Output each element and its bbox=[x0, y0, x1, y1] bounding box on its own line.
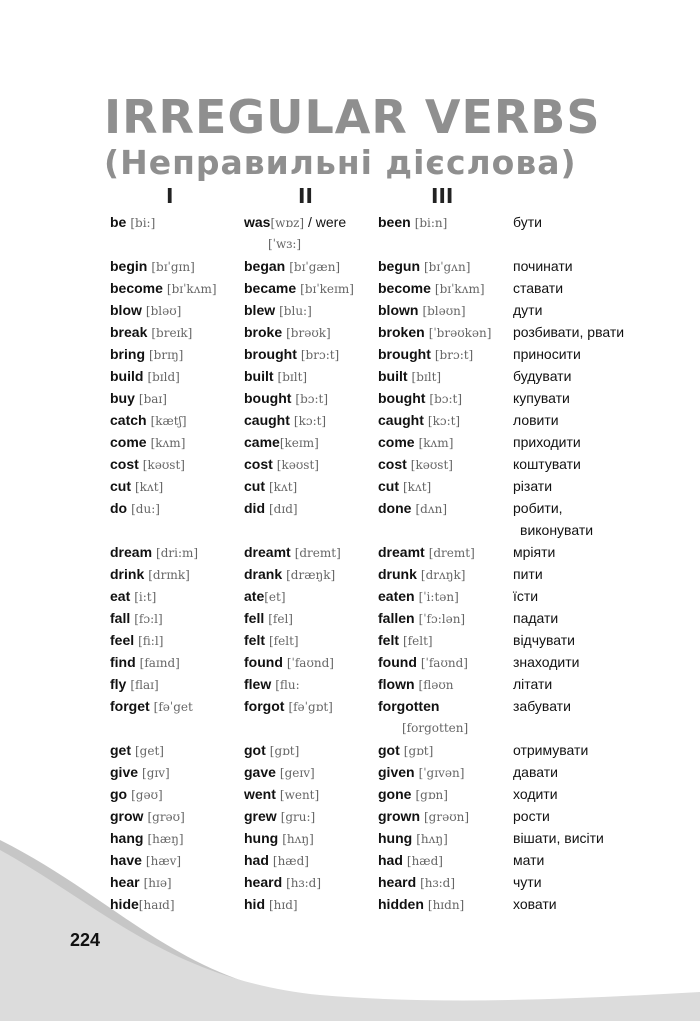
verb-infinitive: fly bbox=[110, 676, 127, 692]
transcription: [flaɪ] bbox=[130, 678, 159, 692]
verb-past-simple: broke bbox=[244, 324, 283, 340]
transcription: [bɔ:t] bbox=[295, 392, 329, 406]
translation: чути bbox=[513, 874, 542, 890]
translation: літати bbox=[513, 676, 553, 692]
verb-past-simple: cost bbox=[244, 456, 273, 472]
transcription: [bɪˈgɪn] bbox=[151, 260, 195, 274]
table-row-continuation bbox=[110, 717, 670, 739]
verb-infinitive: begin bbox=[110, 258, 148, 274]
verb-past-participle: bought bbox=[378, 390, 426, 406]
verb-past-simple: had bbox=[244, 852, 269, 868]
verb-past-participle: caught bbox=[378, 412, 424, 428]
verb-past-participle: got bbox=[378, 742, 400, 758]
past-participle-cell bbox=[378, 211, 447, 234]
table-row-continuation bbox=[110, 519, 670, 541]
transcription: [dræŋk] bbox=[286, 568, 336, 582]
verb-past-participle: felt bbox=[378, 632, 399, 648]
table-row bbox=[110, 365, 670, 387]
translation: мріяти bbox=[513, 544, 556, 560]
transcription: [dremt] bbox=[294, 546, 341, 560]
translation: пити bbox=[513, 566, 543, 582]
transcription: [ˈi:tən] bbox=[418, 590, 459, 604]
transcription: [felt] bbox=[403, 634, 433, 648]
verb-past-simple: flew bbox=[244, 676, 272, 692]
transcription: [breɪk] bbox=[151, 326, 193, 340]
verb-infinitive: feel bbox=[110, 632, 135, 648]
translation: робити, bbox=[513, 500, 563, 516]
translation: падати bbox=[513, 610, 559, 626]
translation: рости bbox=[513, 808, 550, 824]
table-row bbox=[110, 629, 670, 651]
transcription: [fəˈgɒt] bbox=[288, 700, 333, 714]
transcription: [gru:] bbox=[280, 810, 316, 824]
table-row bbox=[110, 673, 670, 695]
translation: приносити bbox=[513, 346, 581, 362]
table-row bbox=[110, 387, 670, 409]
translation: забувати bbox=[513, 698, 571, 714]
column-header-2: II bbox=[298, 184, 313, 208]
translation: розбивати, рвати bbox=[513, 324, 625, 340]
verb-past-simple: hid bbox=[244, 896, 265, 912]
verb-past-simple: gave bbox=[244, 764, 276, 780]
transcription: [bləʊn] bbox=[422, 304, 466, 318]
transcription: [faɪnd] bbox=[139, 656, 180, 670]
verb-past-participle: been bbox=[378, 214, 411, 230]
table-row bbox=[110, 299, 670, 321]
transcription: [drɪnk] bbox=[148, 568, 190, 582]
verb-past-simple: bought bbox=[244, 390, 292, 406]
table-row bbox=[110, 827, 670, 849]
verb-past-participle: drunk bbox=[378, 566, 417, 582]
translation: вішати, висіти bbox=[513, 830, 604, 846]
transcription: [grəʊn] bbox=[424, 810, 470, 824]
verb-past-simple: felt bbox=[244, 632, 265, 648]
page-subtitle: (Неправильні дієслова) bbox=[104, 143, 577, 182]
transcription: [geɪv] bbox=[279, 766, 315, 780]
table-row bbox=[110, 563, 670, 585]
table-row bbox=[110, 431, 670, 453]
transcription: [kætʃ] bbox=[150, 414, 187, 428]
transcription: [get] bbox=[135, 744, 164, 758]
verb-infinitive: forget bbox=[110, 698, 150, 714]
transcription: [fɔ:l] bbox=[134, 612, 163, 626]
table-row bbox=[110, 409, 670, 431]
verb-infinitive: build bbox=[110, 368, 144, 384]
translation: отримувати bbox=[513, 742, 589, 758]
transcription: [fi:l] bbox=[138, 634, 164, 648]
translation: виконувати bbox=[520, 522, 594, 538]
verb-infinitive: hide bbox=[110, 896, 139, 912]
verb-past-simple: became bbox=[244, 280, 297, 296]
verb-past-simple: forgot bbox=[244, 698, 285, 714]
verb-infinitive: break bbox=[110, 324, 148, 340]
transcription: [haɪd] bbox=[138, 898, 175, 912]
verb-past-participle: grown bbox=[378, 808, 420, 824]
page-title: IRREGULAR VERBS bbox=[104, 90, 601, 144]
verb-past-participle: fallen bbox=[378, 610, 415, 626]
table-row bbox=[110, 585, 670, 607]
transcription: [kəʊst] bbox=[410, 458, 453, 472]
translation: ховати bbox=[513, 896, 557, 912]
transcription: [hɪə] bbox=[143, 876, 172, 890]
verb-past-participle: cost bbox=[378, 456, 407, 472]
table-row bbox=[110, 695, 670, 717]
transcription: [ˈfaʊnd] bbox=[286, 656, 334, 670]
verb-past-participle: gone bbox=[378, 786, 412, 802]
verb-infinitive: cut bbox=[110, 478, 131, 494]
verb-infinitive: dream bbox=[110, 544, 153, 560]
transcription: [hɜ:d] bbox=[286, 876, 322, 890]
verb-infinitive: go bbox=[110, 786, 128, 802]
verb-past-participle: done bbox=[378, 500, 412, 516]
verb-infinitive: do bbox=[110, 500, 128, 516]
transcription: [kʌt] bbox=[135, 480, 164, 494]
verb-past-simple: blew bbox=[244, 302, 276, 318]
verb-past-simple: brought bbox=[244, 346, 297, 362]
table-row bbox=[110, 321, 670, 343]
translation: дути bbox=[513, 302, 543, 318]
transcription: [bi:] bbox=[130, 216, 156, 230]
verb-past-simple: grew bbox=[244, 808, 277, 824]
verb-past-participle: blown bbox=[378, 302, 419, 318]
transcription: [hæd] bbox=[406, 854, 443, 868]
table-row bbox=[110, 277, 670, 299]
table-row bbox=[110, 343, 670, 365]
verb-past-participle: found bbox=[378, 654, 417, 670]
table-row bbox=[110, 783, 670, 805]
verb-past-participle: built bbox=[378, 368, 408, 384]
translation: коштувати bbox=[513, 456, 581, 472]
transcription: [hɜ:d] bbox=[420, 876, 456, 890]
transcription: [brəʊk] bbox=[286, 326, 331, 340]
translation: відчувати bbox=[513, 632, 576, 648]
table-row bbox=[110, 497, 670, 519]
transcription: [et] bbox=[264, 590, 286, 604]
transcription: [kəʊst] bbox=[276, 458, 319, 472]
transcription: [brɔ:t] bbox=[434, 348, 474, 362]
verb-past-participle: cut bbox=[378, 478, 399, 494]
column-header-1: I bbox=[166, 184, 174, 208]
transcription: [kʌm] bbox=[418, 436, 454, 450]
transcription: [dɪd] bbox=[269, 502, 298, 516]
transcription: [kɔ:t] bbox=[427, 414, 461, 428]
transcription: [went] bbox=[279, 788, 320, 802]
table-row bbox=[110, 211, 670, 233]
infinitive-cell bbox=[110, 211, 155, 234]
table-row bbox=[110, 651, 670, 673]
transcription: [ˈfɔ:lən] bbox=[418, 612, 466, 626]
table-row bbox=[110, 255, 670, 277]
transcription: [brɔ:t] bbox=[300, 348, 340, 362]
transcription: [ˈwɜ:] bbox=[268, 237, 302, 251]
verb-past-participle: forgotten bbox=[378, 698, 440, 714]
transcription: [hɪdn] bbox=[427, 898, 465, 912]
verb-infinitive: catch bbox=[110, 412, 147, 428]
transcription: [bi:n] bbox=[414, 216, 448, 230]
translation: різати bbox=[513, 478, 553, 494]
transcription: [gəʊ] bbox=[131, 788, 163, 802]
transcription: [hæv] bbox=[145, 854, 182, 868]
verb-past-participle: hidden bbox=[378, 896, 424, 912]
transcription: [bɪlt] bbox=[411, 370, 442, 384]
transcription: [ˈgɪvən] bbox=[418, 766, 465, 780]
transcription: [dʌn] bbox=[415, 502, 448, 516]
verb-past-simple: caught bbox=[244, 412, 290, 428]
verb-infinitive: drink bbox=[110, 566, 145, 582]
transcription: [kʌt] bbox=[403, 480, 432, 494]
verb-past-simple: fell bbox=[244, 610, 265, 626]
verb-past-participle: dreamt bbox=[378, 544, 425, 560]
verb-past-participle: broken bbox=[378, 324, 425, 340]
verb-past-participle: heard bbox=[378, 874, 417, 890]
translation: мати bbox=[513, 852, 545, 868]
transcription: [fləʊn bbox=[418, 678, 454, 692]
transcription: [hʌŋ] bbox=[282, 832, 314, 846]
transcription: [fəˈget bbox=[153, 700, 193, 714]
verb-infinitive: give bbox=[110, 764, 139, 780]
transcription: [fel] bbox=[268, 612, 293, 626]
transcription: [drʌŋk] bbox=[420, 568, 466, 582]
verb-infinitive: bring bbox=[110, 346, 145, 362]
verb-past-participle: had bbox=[378, 852, 403, 868]
transcription: [dri:m] bbox=[156, 546, 199, 560]
translation: знаходити bbox=[513, 654, 580, 670]
transcription: [bɪlt] bbox=[277, 370, 308, 384]
verb-past-simple: cut bbox=[244, 478, 265, 494]
table-row bbox=[110, 805, 670, 827]
transcription: [hæd] bbox=[272, 854, 309, 868]
transcription: [bɪld] bbox=[147, 370, 180, 384]
verb-past-simple: ate bbox=[244, 588, 265, 604]
verb-past-simple: built bbox=[244, 368, 274, 384]
verb-infinitive: have bbox=[110, 852, 142, 868]
verb-past-participle: brought bbox=[378, 346, 431, 362]
transcription: [ˈbrəʊkən] bbox=[428, 326, 492, 340]
verb-past-participle: eaten bbox=[378, 588, 415, 604]
transcription: [gɒt] bbox=[403, 744, 434, 758]
transcription: [bɪˈgæn] bbox=[289, 260, 341, 274]
transcription: [hɪd] bbox=[269, 898, 298, 912]
table-row bbox=[110, 893, 670, 915]
transcription: [kʌt] bbox=[269, 480, 298, 494]
verb-past-simple: heard bbox=[244, 874, 283, 890]
past-simple-cell bbox=[244, 211, 346, 234]
verb-past-simple: did bbox=[244, 500, 265, 516]
transcription: [blu:] bbox=[279, 304, 312, 318]
transcription: [gɪv] bbox=[142, 766, 170, 780]
table-row bbox=[110, 871, 670, 893]
verb-infinitive: buy bbox=[110, 390, 135, 406]
verb-past-simple: drank bbox=[244, 566, 283, 582]
verb-infinitive: be bbox=[110, 214, 127, 230]
verb-past-participle: come bbox=[378, 434, 415, 450]
translation: будувати bbox=[513, 368, 572, 384]
verb-past-simple: was bbox=[244, 214, 271, 230]
transcription: [bɪˈkeɪm] bbox=[300, 282, 354, 296]
translation: ловити bbox=[513, 412, 559, 428]
table-row bbox=[110, 453, 670, 475]
translation: ставати bbox=[513, 280, 564, 296]
alt-form: / were bbox=[308, 214, 347, 230]
verb-past-simple: dreamt bbox=[244, 544, 291, 560]
verb-infinitive: become bbox=[110, 280, 163, 296]
transcription: [kəʊst] bbox=[142, 458, 185, 472]
verb-past-participle: flown bbox=[378, 676, 415, 692]
translation: купувати bbox=[513, 390, 570, 406]
verb-infinitive: get bbox=[110, 742, 131, 758]
verb-past-participle: become bbox=[378, 280, 431, 296]
table-row bbox=[110, 541, 670, 563]
verb-table bbox=[110, 211, 670, 915]
column-header-3: III bbox=[431, 184, 454, 208]
transcription: [bɔ:t] bbox=[429, 392, 463, 406]
transcription: [ˈfaʊnd] bbox=[420, 656, 468, 670]
translation: починати bbox=[513, 258, 573, 274]
translation: ходити bbox=[513, 786, 558, 802]
verb-infinitive: cost bbox=[110, 456, 139, 472]
verb-infinitive: fall bbox=[110, 610, 131, 626]
verb-past-participle: hung bbox=[378, 830, 413, 846]
verb-past-participle: given bbox=[378, 764, 415, 780]
transcription: [i:t] bbox=[134, 590, 157, 604]
transcription: [kʌm] bbox=[150, 436, 186, 450]
verb-past-simple: went bbox=[244, 786, 276, 802]
verb-infinitive: find bbox=[110, 654, 136, 670]
table-row bbox=[110, 475, 670, 497]
translation: давати bbox=[513, 764, 558, 780]
table-row bbox=[110, 849, 670, 871]
transcription: [baɪ] bbox=[138, 392, 167, 406]
transcription: [felt] bbox=[269, 634, 299, 648]
transcription: [grəʊ] bbox=[147, 810, 185, 824]
verb-past-simple: got bbox=[244, 742, 266, 758]
transcription: [bɪˈgʌn] bbox=[424, 260, 471, 274]
verb-infinitive: blow bbox=[110, 302, 142, 318]
transcription: [keɪm] bbox=[279, 436, 319, 450]
verb-past-simple: began bbox=[244, 258, 286, 274]
table-row bbox=[110, 607, 670, 629]
verb-past-simple: hung bbox=[244, 830, 279, 846]
verb-past-participle: begun bbox=[378, 258, 420, 274]
transcription: [hæŋ] bbox=[147, 832, 184, 846]
transcription: [bləʊ] bbox=[145, 304, 182, 318]
transcription: [bɪˈkʌm] bbox=[166, 282, 217, 296]
transcription: [forgotten] bbox=[402, 721, 469, 735]
verb-infinitive: hang bbox=[110, 830, 144, 846]
verb-infinitive: eat bbox=[110, 588, 131, 604]
verb-infinitive: hear bbox=[110, 874, 140, 890]
transcription: [dremt] bbox=[428, 546, 475, 560]
table-row bbox=[110, 739, 670, 761]
transcription: [brɪŋ] bbox=[149, 348, 184, 362]
table-row bbox=[110, 761, 670, 783]
transcription: [du:] bbox=[131, 502, 160, 516]
translation: бути bbox=[513, 214, 542, 230]
translation: їсти bbox=[513, 588, 539, 604]
translation: приходити bbox=[513, 434, 581, 450]
verb-infinitive: grow bbox=[110, 808, 144, 824]
verb-infinitive: come bbox=[110, 434, 147, 450]
verb-past-simple: came bbox=[244, 434, 280, 450]
table-row-continuation bbox=[110, 233, 670, 255]
transcription: [gɒn] bbox=[415, 788, 448, 802]
page-number: 224 bbox=[70, 930, 101, 950]
transcription: [flu: bbox=[275, 678, 300, 692]
transcription: [wɒz] bbox=[270, 216, 305, 230]
transcription: [kɔ:t] bbox=[293, 414, 327, 428]
transcription: [bɪˈkʌm] bbox=[434, 282, 485, 296]
verb-past-simple: found bbox=[244, 654, 283, 670]
transcription: [gɒt] bbox=[269, 744, 300, 758]
transcription: [hʌŋ] bbox=[416, 832, 448, 846]
